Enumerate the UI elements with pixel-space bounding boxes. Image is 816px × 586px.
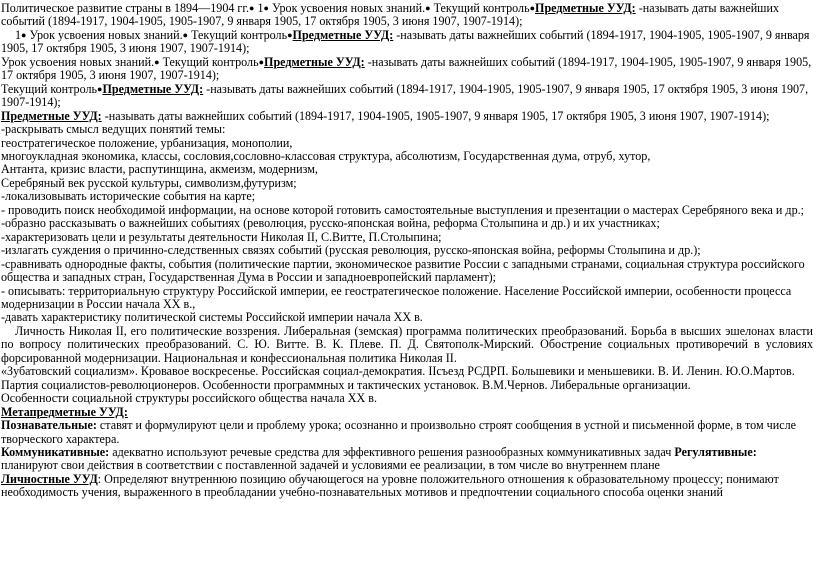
bullet-icon: ● bbox=[287, 29, 293, 40]
meta-heading bbox=[1, 406, 813, 419]
cognitive-text: ставят и формулируют цели и проблему урока; осознанно и произвольно строят сообщения в устной и письменной форме, в том числе творческого характера. bbox=[1, 418, 796, 446]
list-item: -давать характеристику политической системы Российской империи начала XX в. bbox=[1, 310, 423, 325]
cognitive-paragraph bbox=[1, 419, 813, 446]
personal-paragraph bbox=[1, 473, 813, 500]
bullet-icon: ● bbox=[263, 3, 269, 13]
row-4 bbox=[1, 83, 813, 110]
bullet-icon: ● bbox=[258, 56, 265, 67]
content-paragraph: «Зубатовский социализм». Кровавое воскресенье. Российская социал-демократия. ІІсъезд РСДРП. Большевики и меньшевики. В. И. Ленин. Ю.О.Мартов. Партия социалистов-революционеров. Особенности программных и тактических установок. В.М.Чернов. Либеральные организации. bbox=[1, 364, 795, 392]
personal-text: : Определяют внутреннюю позицию обучающегося на уровне положительного отношения к образовательному процессу; понимают необходимость учения, выраженного в преобладании учебно-познавательных мотивов и предпочтении социального способа оценки знаний bbox=[1, 471, 779, 500]
cognitive-label: Познавательные: bbox=[1, 418, 97, 433]
subject-label: Предметные УУД: bbox=[535, 1, 636, 15]
subject-text: -называть даты важнейших событий (1894-1917, 1904-1905, 1905-1907, 9 января 1905, 17 октября 1905, 3 июня 1907, 1907-1914); bbox=[1, 1, 780, 29]
control-type: Текущий контроль bbox=[188, 27, 288, 42]
bullet-icon: ● bbox=[249, 3, 255, 13]
lesson-number: 1 bbox=[257, 1, 264, 15]
lesson-type: Урок усвоения новых знаний. bbox=[26, 27, 183, 42]
bullet-icon: ● bbox=[529, 3, 536, 13]
list-item: - описывать: территориальную структуру Российской империи, ее геостратегическое положение. Население Российской империи, особенности процесса модернизации в России начала XX в., bbox=[1, 283, 792, 311]
control-type: Текущий контроль bbox=[430, 1, 530, 15]
subject-text: -называть даты важнейших событий (1894-1917, 1904-1905, 1905-1907, 9 января 1905, 17 октября 1905, 3 июня 1907, 1907-1914); bbox=[101, 108, 770, 123]
list-item: Серебряный век русской культуры, символизм,футуризм; bbox=[1, 175, 297, 190]
list-item: -излагать суждения о причинно-следственных связях событий (русская революция, русско-японская война, реформы Столыпина и др.); bbox=[1, 243, 701, 258]
control-type: Текущий контроль bbox=[159, 54, 259, 69]
regulative-text: планируют свои действия в соответствии с поставленной задачей и условиями ее реализации, в том числе во внутреннем плане bbox=[1, 458, 660, 473]
subject-text: -называть даты важнейших событий (1894-1917, 1904-1905, 1905-1907, 9 января 1905, 17 октября 1905, 3 июня 1907, 1907-1914); bbox=[1, 54, 812, 83]
bullet-icon: ● bbox=[154, 56, 160, 67]
list-item: -характеризовать цели и результаты деятельности Николая II, С.Витте, П.Столыпина; bbox=[1, 229, 442, 244]
list-item: Антанта, кризис власти, распутинщина, акмеизм, модернизм, bbox=[1, 162, 318, 177]
list-item: геостратегическое положение, урбанизация, монополии, bbox=[1, 135, 293, 150]
list-item: -образно рассказывать о важнейших событиях (революция, русско-японская война, реформа Столыпина и др.) и их участниках; bbox=[1, 216, 660, 231]
bullet-icon: ● bbox=[182, 29, 189, 40]
communicative-text: адекватно используют речевые средства для эффективного решения разнообразных коммуникативных задач bbox=[109, 444, 675, 459]
lesson-number: 1 bbox=[15, 27, 22, 42]
subject-label: Предметные УУД: bbox=[264, 54, 365, 69]
lesson-type: Урок усвоения новых знаний. bbox=[268, 1, 426, 15]
lesson-type: Урок усвоения новых знаний. bbox=[1, 54, 155, 69]
regulative-label: Регулятивные: bbox=[674, 444, 757, 459]
row-1 bbox=[1, 2, 813, 29]
communicative-paragraph bbox=[1, 446, 813, 473]
control-type: Текущий контроль bbox=[1, 81, 98, 96]
subject-text: -называть даты важнейших событий (1894-1917, 1904-1905, 1905-1907, 9 января 1905, 17 октября 1905, 3 июня 1907, 1907-1914); bbox=[1, 27, 810, 56]
subject-text: -называть даты важнейших событий (1894-1917, 1904-1905, 1905-1907, 9 января 1905, 17 октября 1905, 3 июня 1907, 1907-1914); bbox=[1, 81, 809, 110]
personal-label: Личностные УУД bbox=[1, 471, 98, 486]
list-item: -локализовывать исторические события на карте; bbox=[1, 189, 256, 204]
subject-label: Предметные УУД: bbox=[1, 108, 102, 123]
lesson-title: Политическое развитие страны в 1894—1904 гг. bbox=[1, 1, 250, 15]
bullet-icon: ● bbox=[425, 3, 431, 13]
list-item: -раскрывать смысл ведущих понятий темы: bbox=[1, 122, 226, 137]
list-item: -сравнивать однородные факты, события (политические партии, экономическое развитие России с западными странами, социальная структура российского общества и западных стран, Государственная Дума в России и западноевропейский парламент); bbox=[1, 256, 805, 285]
list-item: многоукладная экономика, классы, сословия,сословно-классовая структура, абсолютизм, Государственная дума, отруб, хутор, bbox=[1, 148, 651, 163]
content-paragraph: Особенности социальной структуры российского общества начала XX в. bbox=[1, 391, 377, 406]
row-2 bbox=[1, 29, 813, 56]
communicative-label: Коммуникативные: bbox=[1, 444, 110, 459]
meta-title: Метапредметные УУД: bbox=[1, 404, 128, 419]
subject-heading bbox=[1, 110, 813, 123]
bullet-icon: ● bbox=[21, 29, 27, 40]
subject-label: Предметные УУД: bbox=[292, 27, 394, 42]
list-item: - проводить поиск необходимой информации, на основе которой готовить самостоятельные выступления и презентации о мастерах Серебряного века и др.; bbox=[1, 202, 804, 217]
subject-label: Предметные УУД: bbox=[102, 81, 204, 96]
bullet-icon: ● bbox=[97, 83, 103, 94]
row-3 bbox=[1, 56, 813, 83]
content-paragraph: Личность Николая II, его политические воззрения. Либеральная (земская) программа политических преобразований. Борьба в высших эшелонах власти по вопросу политических преобразований. С. Ю. Витте. В. К. Плеве. П. Д. Святополк-Мирский. Обострение социальных противоречий в условиях форсированной модернизации. Национальная и конфессиональная политика Николая II. bbox=[1, 323, 813, 365]
